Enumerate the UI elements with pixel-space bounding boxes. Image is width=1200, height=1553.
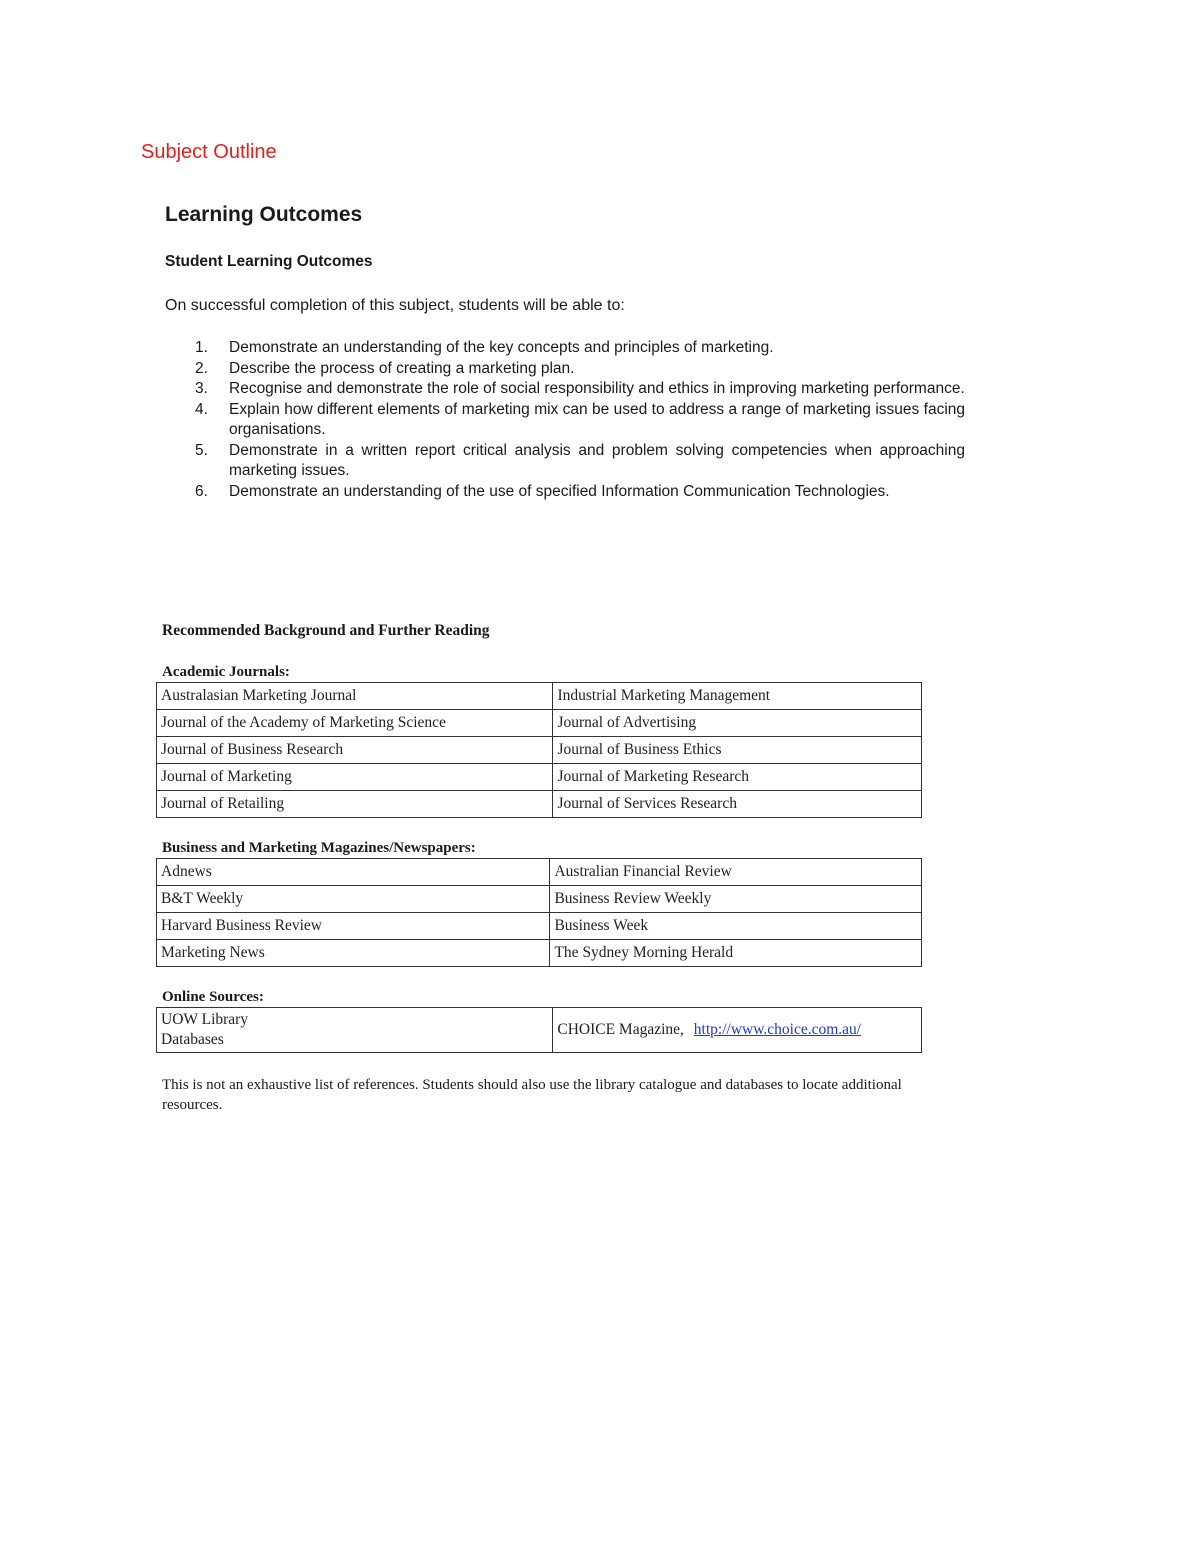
magazines-table <box>156 858 922 967</box>
table-cell: Journal of Business Ethics <box>553 737 922 764</box>
table-cell: Australasian Marketing Journal <box>157 683 553 710</box>
table-cell <box>553 1008 922 1053</box>
table-row <box>157 913 922 940</box>
table-cell <box>157 1008 553 1053</box>
outcome-item <box>165 379 965 400</box>
online-sources-table <box>156 1007 922 1053</box>
student-learning-outcomes-subheading: Student Learning Outcomes <box>165 253 373 270</box>
outcome-item <box>165 338 965 359</box>
table-cell: Journal of the Academy of Marketing Science <box>157 710 553 737</box>
references-note: This is not an exhaustive list of references. Students should also use the library catalogue and databases to locate additional resources. <box>162 1077 902 1113</box>
outcome-item <box>165 482 965 503</box>
outcome-text: Recognise and demonstrate the role of social responsibility and ethics in improving marketing performance. <box>229 380 965 397</box>
outcome-item <box>165 400 965 441</box>
outcome-item <box>165 359 965 380</box>
table-row <box>157 1008 922 1053</box>
outcome-number: 3. <box>195 380 208 397</box>
choice-website-link[interactable]: http://www.choice.com.au/ <box>693 1021 862 1038</box>
table-cell: Journal of Services Research <box>553 791 922 818</box>
table-row <box>157 737 922 764</box>
table-cell: Adnews <box>157 859 550 886</box>
learning-outcomes-section <box>165 200 965 502</box>
outcome-item <box>165 441 965 482</box>
table-cell: Business Review Weekly <box>550 886 922 913</box>
table-cell: Journal of Marketing Research <box>553 764 922 791</box>
outcome-number: 1. <box>195 339 208 356</box>
outcome-number: 4. <box>195 400 208 418</box>
document-header-title: Subject Outline <box>141 141 277 163</box>
table-cell: The Sydney Morning Herald <box>550 940 922 967</box>
databases-line: Databases <box>161 1031 224 1048</box>
table-row <box>157 859 922 886</box>
outcome-number: 6. <box>195 482 208 500</box>
table-cell: Marketing News <box>157 940 550 967</box>
table-cell: Journal of Marketing <box>157 764 553 791</box>
table-row <box>157 710 922 737</box>
table-cell: Business Week <box>550 913 922 940</box>
table-cell: Industrial Marketing Management <box>553 683 922 710</box>
outcomes-list <box>165 338 965 502</box>
outcome-text: Explain how different elements of marketing mix can be used to address a range of marketing issues facing organisations. <box>229 400 965 438</box>
outcome-text: Demonstrate an understanding of the key concepts and principles of marketing. <box>229 339 774 356</box>
table-row <box>157 683 922 710</box>
outcome-text: Demonstrate in a written report critical analysis and problem solving competencies when approaching marketing issues. <box>229 441 965 479</box>
online-sources-label: Online Sources: <box>162 989 264 1005</box>
table-row <box>157 940 922 967</box>
choice-magazine-text: CHOICE Magazine, <box>557 1021 684 1038</box>
magazines-label: Business and Marketing Magazines/Newspapers: <box>162 840 476 856</box>
table-cell: B&T Weekly <box>157 886 550 913</box>
learning-outcomes-heading: Learning Outcomes <box>165 203 363 226</box>
table-cell: Australian Financial Review <box>550 859 922 886</box>
academic-journals-table <box>156 682 922 818</box>
outcome-number: 5. <box>195 441 208 459</box>
further-reading-title: Recommended Background and Further Reading <box>162 622 490 639</box>
further-reading-section <box>162 620 924 1115</box>
academic-journals-label: Academic Journals: <box>162 664 290 680</box>
table-row <box>157 886 922 913</box>
uow-library-line: UOW Library <box>161 1011 249 1028</box>
table-cell: Harvard Business Review <box>157 913 550 940</box>
table-row <box>157 764 922 791</box>
outcomes-intro-text: On successful completion of this subject, students will be able to: <box>165 297 625 314</box>
table-cell: Journal of Business Research <box>157 737 553 764</box>
table-row <box>157 791 922 818</box>
outcome-text: Describe the process of creating a marketing plan. <box>229 359 575 377</box>
outcome-number: 2. <box>195 359 208 377</box>
table-cell: Journal of Retailing <box>157 791 553 818</box>
outcome-text: Demonstrate an understanding of the use of specified Information Communication Technologies. <box>229 482 890 500</box>
table-cell: Journal of Advertising <box>553 710 922 737</box>
